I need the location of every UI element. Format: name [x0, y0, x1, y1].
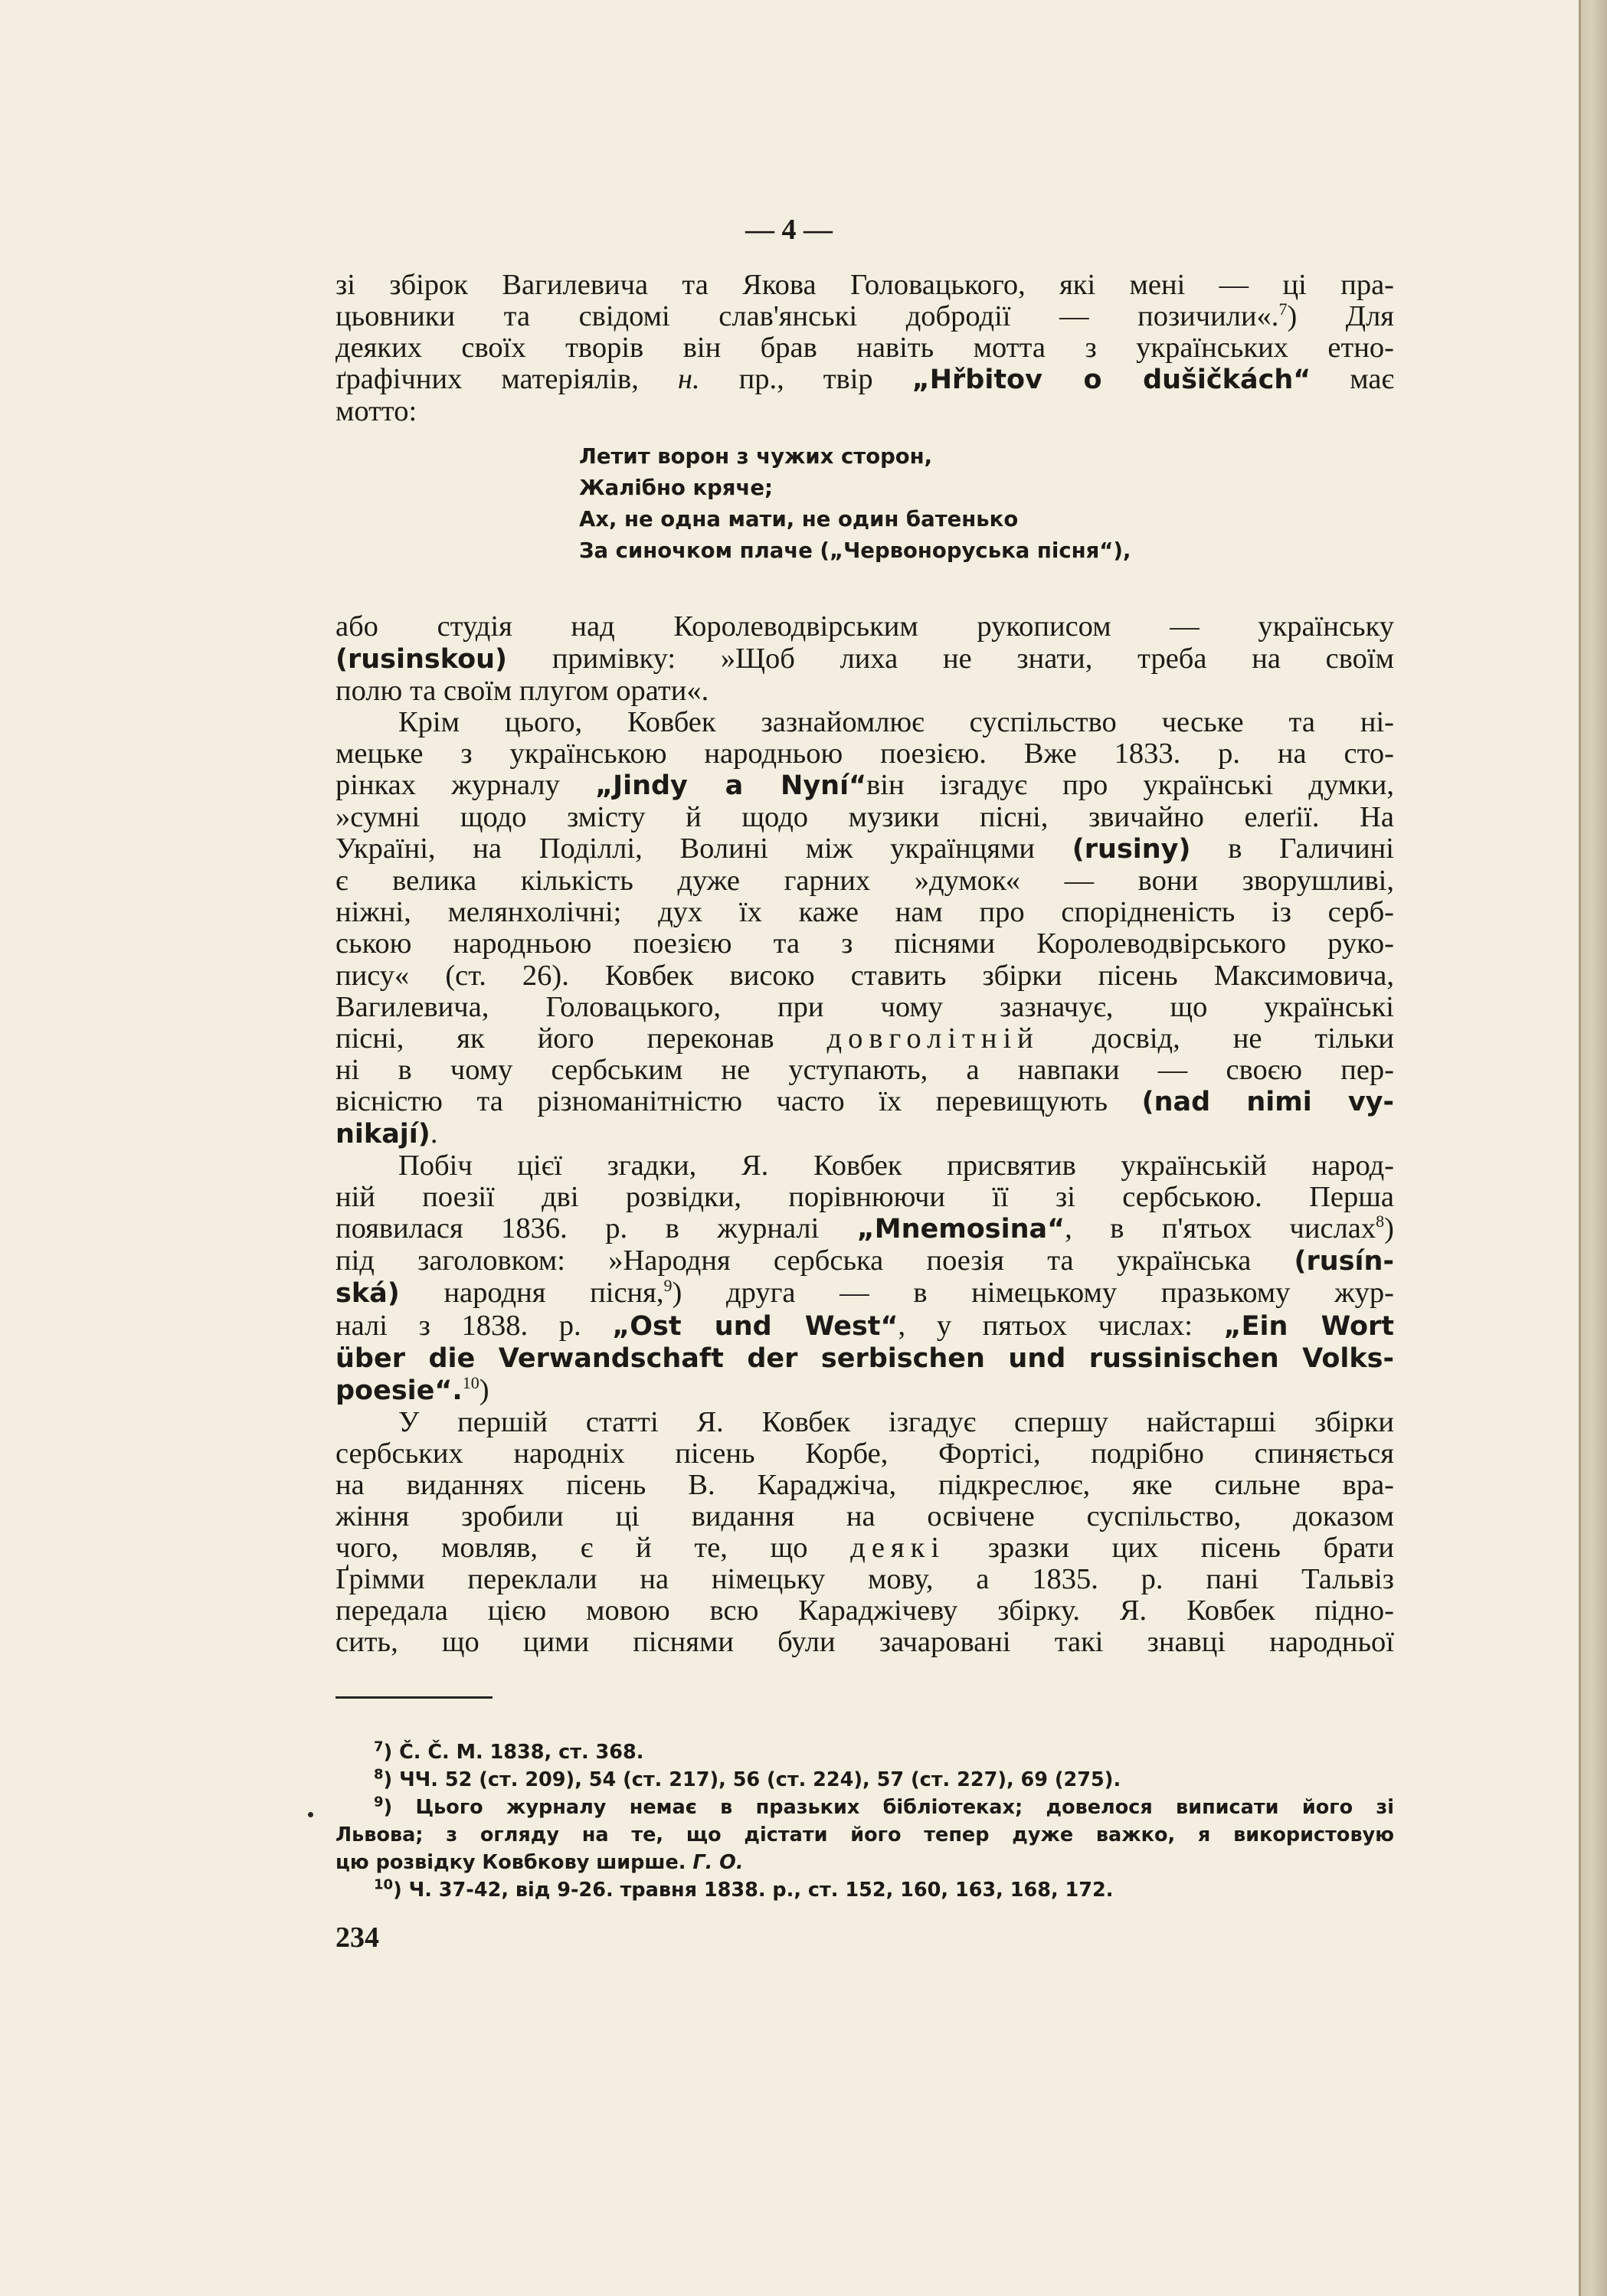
text-run: пр., твір: [699, 363, 912, 396]
footnote-ref: 9: [663, 1276, 673, 1296]
text-run: цьовники та свідомі слав'янські добродії — позичили«.: [335, 300, 1279, 333]
text-line: або студія над Королеводвірським рукописом — українську: [335, 610, 1394, 643]
text-run: зразки цих пісень брати: [945, 1532, 1394, 1565]
text-run: рінках журналу: [335, 768, 596, 801]
text-line: [335, 1310, 1394, 1343]
page-edge-shadow: [1579, 0, 1607, 2296]
text-line: [335, 301, 1394, 332]
latin-title: „Ein Wort: [1223, 1310, 1394, 1342]
footnote-line: Львова; з огляду на те, що дістати його тепер дуже важко, я використовую: [335, 1823, 1394, 1846]
text-line: У першій статті Я. Ковбек ізгадує спершу найстарші збірки: [398, 1405, 1394, 1438]
latin-title: „Jindy a Nyní“: [595, 770, 867, 801]
paragraph-4: [335, 1407, 1394, 1659]
latin-title: „Ost und West“: [612, 1310, 898, 1342]
footnote-mark: 10: [374, 1876, 394, 1893]
text-run: вісністю та різноманітністю часто їх перевищують: [335, 1084, 1142, 1117]
text-run: Україні, на Поділлі, Волині між українцями: [335, 832, 1072, 865]
text-line: [335, 1277, 1394, 1310]
latin-title: „Mnemosina“: [856, 1214, 1065, 1245]
text-run: , у пятьох числах:: [898, 1309, 1224, 1342]
footnote-text: ) Ч. 37-42, від 9-26. травня 1838. р., ст. 152, 160, 163, 168, 172.: [393, 1879, 1114, 1902]
text-run: під заголовком: »Народня сербська поезія та українська: [335, 1244, 1294, 1277]
footnote-mark: 8: [374, 1766, 384, 1783]
latin-term: (nad nimi vy-: [1141, 1086, 1394, 1117]
text-line: мецьке з українською народньою поезією. Вже 1833. р. на сто-: [335, 737, 1394, 770]
text-run: народня пісня,: [399, 1277, 664, 1310]
footnote-line: [335, 1794, 1394, 1821]
spaced-emphasis: довголітній: [826, 1022, 1039, 1055]
footnote-item: [335, 1738, 1394, 1766]
text-line: [335, 1343, 1394, 1375]
text-run: .: [430, 1117, 438, 1150]
latin-term: (rusiny): [1072, 834, 1191, 865]
text-line: деяких своїх творів він брав навіть мотта з українських етно-: [335, 332, 1394, 365]
text-line: Ґрімми переклали на німецьку мову, а 1835. р. пані Тальвіз: [335, 1563, 1394, 1596]
text-line: є велика кількість дуже гарних »думок« — вони зворушливі,: [335, 865, 1394, 898]
paragraph-2: [335, 707, 1394, 1150]
text-line: Крім цього, Ковбек зазнайомлює суспільство чеське та ні-: [398, 705, 1394, 738]
text-run: ): [1384, 1212, 1394, 1245]
text-line: [335, 1372, 1394, 1407]
footnote-mark: 9: [374, 1794, 384, 1810]
paragraph-3: [335, 1150, 1394, 1407]
footnote-text: цю розвідку Ковбкову ширше.: [335, 1851, 693, 1874]
text-line: на виданнях пісень В. Караджіча, підкреслює, яке сильне вра-: [335, 1469, 1394, 1501]
text-run: в Галичині: [1190, 832, 1394, 865]
footnote-item: [335, 1766, 1394, 1794]
latin-term: ská): [335, 1278, 400, 1310]
text-run: , в п'ятьох числах: [1065, 1212, 1376, 1245]
footnote-line: [335, 1849, 1394, 1876]
latin-title: „Hřbitov o dušičkách“: [912, 365, 1311, 396]
page-header: — 4 —: [745, 214, 833, 246]
text-line: полю та своїм плугом орати«.: [335, 674, 709, 707]
text-run: ) друга — в німецькому празькому жур-: [672, 1277, 1394, 1310]
text-line: зі збірок Вагилевича та Якова Головацького, які мені — ці пра-: [335, 269, 1394, 301]
latin-title: über die Verwandschaft der serbischen und russinischen Volks-: [335, 1343, 1394, 1374]
latin-term: (rusín-: [1294, 1246, 1394, 1277]
text-run: має: [1311, 363, 1394, 396]
text-line: ній поезії дві розвідки, порівнюючи її зі сербською. Перша: [335, 1181, 1394, 1214]
latin-title: poesie“.: [335, 1375, 463, 1406]
latin-term: nikají): [335, 1118, 430, 1150]
text-line: сербських народніх пісень Корбе, Фортісі, подрібно спиняється: [335, 1437, 1394, 1470]
text-run: досвід, не тільки: [1039, 1022, 1395, 1055]
footnote-text: ) Цього журналу немає в празьких бібліотеках; довелося виписати його зі: [383, 1796, 1394, 1819]
poem-line: За синочком плаче („Червоноруська пісня“),: [579, 538, 1131, 564]
footnote-item: [335, 1794, 1394, 1876]
text-line: [335, 364, 1394, 396]
text-line: ніжні, мелянхолічні; дух їх каже нам про спорідненість із серб-: [335, 896, 1394, 929]
text-line: [335, 1532, 1394, 1564]
text-line: [335, 1245, 1394, 1277]
text-run: він ізгадує про українські думки,: [866, 768, 1394, 801]
poem-line: Жалібно кряче;: [579, 476, 773, 501]
paragraph-1: [335, 611, 1394, 706]
footnote-ref: 10: [462, 1372, 479, 1392]
footnote-ref: 8: [1376, 1212, 1385, 1231]
footnote-mark: 7: [374, 1738, 384, 1755]
text-run: появилася 1836. р. в журналі: [335, 1212, 857, 1245]
footnote-divider: [335, 1696, 493, 1699]
text-line: ні в чому сербським не уступають, а навпаки — своєю пер-: [335, 1053, 1394, 1086]
text-line: пису« (ст. 26). Ковбек високо ставить збірки пісень Максимовича,: [335, 959, 1394, 992]
footnote-signature: Г. О.: [692, 1851, 744, 1874]
text-line: [335, 1086, 1394, 1118]
text-line: [335, 770, 1394, 802]
text-line: [335, 643, 1394, 675]
footnotes: [335, 1738, 1394, 1904]
text-run: ) Для: [1287, 300, 1394, 333]
poem-epigraph: [579, 441, 1394, 567]
text-line: ською народньою поезією та з піснями Королеводвірського руко-: [335, 927, 1394, 960]
footnote-text: ) Č. Č. M. 1838, ст. 368.: [383, 1741, 644, 1764]
text-line: Вагилевича, Головацького, при чому зазначує, що українські: [335, 990, 1394, 1023]
text-line: сить, що цими піснями були зачаровані такі знавці народньої: [335, 1626, 1394, 1659]
text-line: [335, 1023, 1394, 1055]
text-line: Побіч цієї згадки, Я. Ковбек присвятив українській народ-: [398, 1150, 1394, 1182]
text-line: »сумні щодо змісту й щодо музики пісні, звичайно елеґії. На: [335, 801, 1394, 834]
text-run: ): [479, 1373, 489, 1406]
spaced-emphasis: деякі: [850, 1532, 946, 1565]
text-run: пісні, як його переконав: [335, 1022, 827, 1055]
text-line: [335, 1213, 1394, 1245]
italic-abbrev: н.: [677, 363, 700, 396]
text-run: налі з 1838. р.: [335, 1309, 613, 1342]
paragraph-intro: [335, 270, 1394, 427]
ink-spot: [308, 1812, 313, 1817]
text-line: [335, 833, 1394, 865]
text-line: передала цією мовою всю Караджічеву збірку. Я. Ковбек підно-: [335, 1594, 1394, 1627]
footnote-item: [335, 1876, 1394, 1904]
poem-line: Летит ворон з чужих сторон,: [579, 444, 933, 469]
page-number: 234: [335, 1922, 379, 1954]
latin-term: (rusinskou): [335, 643, 508, 675]
text-line: [335, 1118, 1394, 1150]
poem-line: Ах, не одна мати, не один батенько: [579, 507, 1019, 532]
text-line: мотто:: [335, 395, 417, 428]
text-run: ґрафічних матеріялів,: [335, 363, 678, 396]
footnote-text: ) ЧЧ. 52 (ст. 209), 54 (ст. 217), 56 (ст. 224), 57 (ст. 227), 69 (275).: [383, 1768, 1121, 1791]
main-text: [335, 270, 1394, 1659]
footnote-ref: 7: [1278, 299, 1288, 319]
text-run: примівку: »Щоб лиха не знати, треба на своїм: [507, 642, 1394, 675]
text-run: чого, мовляв, є й те, що: [335, 1532, 851, 1565]
text-line: жіння зробили ці видання на освічене суспільство, доказом: [335, 1500, 1394, 1533]
